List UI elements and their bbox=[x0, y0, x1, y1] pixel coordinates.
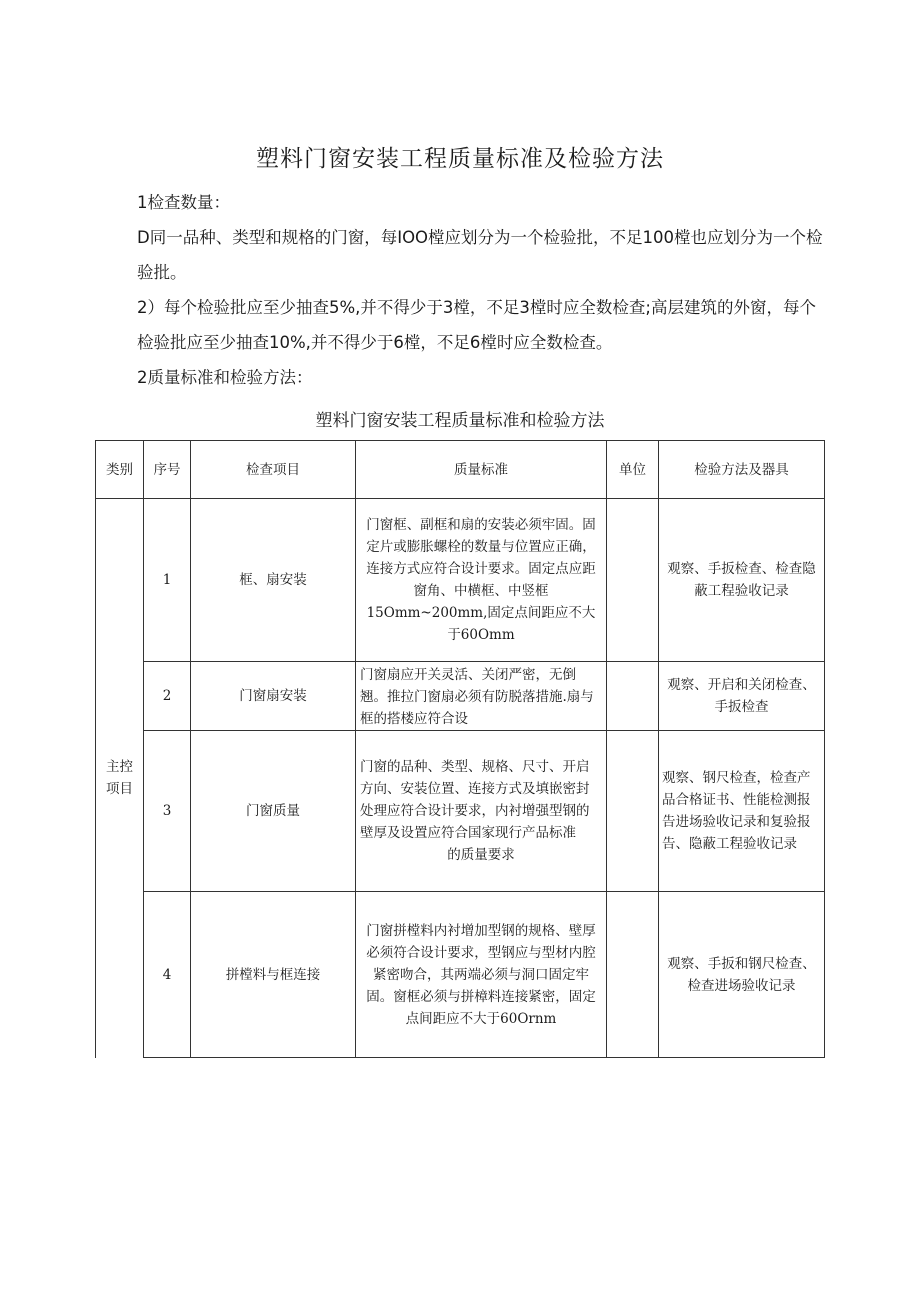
row-method: 观察、手扳检查、检查隐蔽工程验收记录 bbox=[659, 499, 825, 662]
row-unit bbox=[607, 892, 659, 1058]
table-caption: 塑料门窗安装工程质量标准和检验方法 bbox=[315, 411, 605, 431]
table-header-row bbox=[96, 441, 825, 499]
row-item: 拼樘料与框连接 bbox=[191, 892, 356, 1058]
row-unit bbox=[607, 731, 659, 892]
page-title: 塑料门窗安装工程质量标准及检验方法 bbox=[256, 146, 664, 172]
row-standard-tail: 的质量要求 bbox=[447, 847, 515, 863]
table-row bbox=[96, 662, 825, 731]
row-unit bbox=[607, 499, 659, 662]
row-item: 门窗扇安装 bbox=[191, 662, 356, 731]
table-row bbox=[96, 499, 825, 662]
quality-standards-table bbox=[95, 440, 825, 1058]
row-item: 框、扇安装 bbox=[191, 499, 356, 662]
header-method: 检验方法及器具 bbox=[659, 441, 825, 499]
table-row bbox=[96, 892, 825, 1058]
section2-heading: 2质量标准和检验方法： bbox=[137, 368, 313, 387]
row-no: 1 bbox=[144, 499, 191, 662]
row-method: 观察、手扳和钢尺检查、检查进场验收记录 bbox=[659, 892, 825, 1058]
row-standard-cell bbox=[356, 731, 607, 892]
row-standard: 门窗框、副框和扇的安装必须牢固。固定片或膨胀螺栓的数量与位置应正确，连接方式应符合设计要求。固定点应距窗角、中横框、中竖框15Omm~200mm,固定点间距应不大于60Omm bbox=[356, 499, 607, 662]
header-category: 类别 bbox=[96, 441, 144, 499]
header-item: 检查项目 bbox=[191, 441, 356, 499]
row-method: 观察、开启和关闭检查、手扳检查 bbox=[659, 662, 825, 731]
row-standard: 门窗的品种、类型、规格、尺寸、开启方向、安装位置、连接方式及填嵌密封处理应符合设计要求，内衬增强型钢的壁厚及设置应符合国家现行产品标准 bbox=[360, 759, 590, 841]
header-standard: 质量标准 bbox=[356, 441, 607, 499]
table-row bbox=[96, 731, 825, 892]
row-standard: 门窗扇应开关灵活、关闭严密，无倒翘。推拉门窗扇必须有防脱落措施.扇与框的搭楼应符合设 bbox=[356, 662, 607, 731]
row-standard: 门窗拼樘料内衬增加型钢的规格、壁厚必须符合设计要求，型钢应与型材内腔紧密吻合，其两端必须与洞口固定牢固。窗框必须与拼樟料连接紧密，固定点间距应不大于60Ornm bbox=[356, 892, 607, 1058]
row-unit bbox=[607, 662, 659, 731]
row-no: 4 bbox=[144, 892, 191, 1058]
section1-item1: D同一品种、类型和规格的门窗，每IOO樘应划分为一个检验批，不足100樘也应划分为一个检验批。 bbox=[137, 228, 823, 282]
row-method: 观察、钢尺检查，检查产品合格证书、性能检测报告进场验收记录和复验报告、隐蔽工程验收记录 bbox=[659, 731, 825, 892]
category-cell: 主控项目 bbox=[96, 499, 144, 1058]
section1-item2: 2）每个检验批应至少抽查5%,并不得少于3樘，不足3樘时应全数检查;高层建筑的外窗，每个检验批应至少抽查10%,并不得少于6樘，不足6樘时应全数检查。 bbox=[137, 298, 816, 352]
header-unit: 单位 bbox=[607, 441, 659, 499]
section1-heading: 1检查数量： bbox=[137, 193, 230, 212]
row-item: 门窗质量 bbox=[191, 731, 356, 892]
row-no: 3 bbox=[144, 731, 191, 892]
row-no: 2 bbox=[144, 662, 191, 731]
header-no: 序号 bbox=[144, 441, 191, 499]
